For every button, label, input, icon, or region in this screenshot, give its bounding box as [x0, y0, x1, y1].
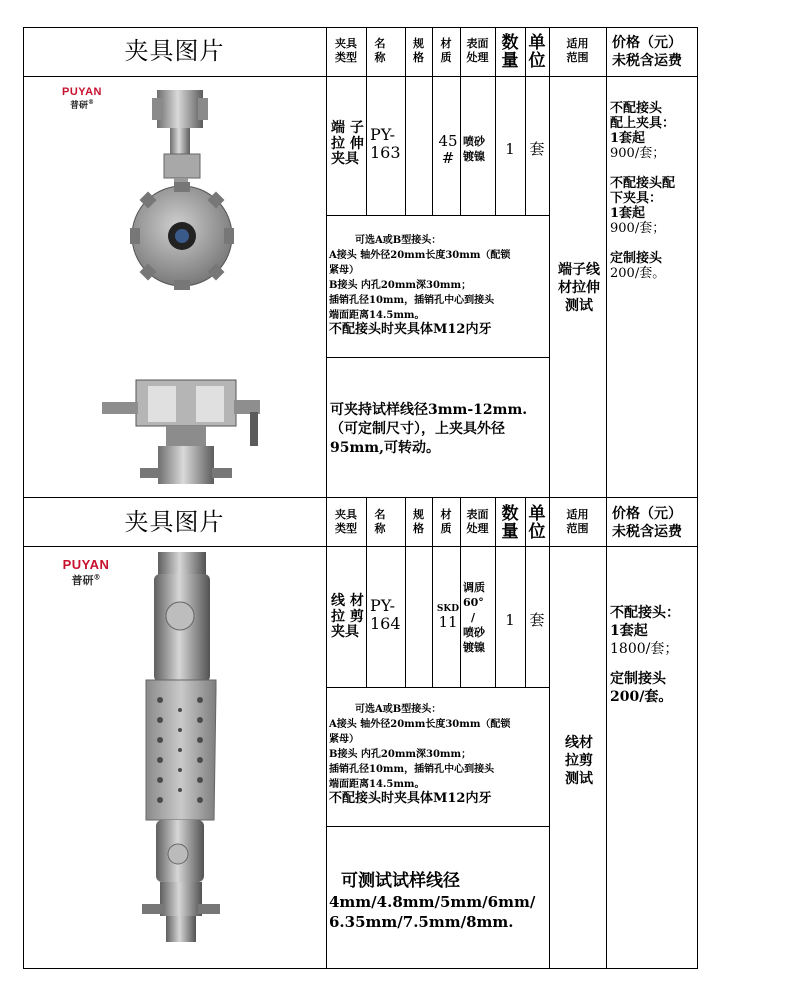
product1-type: 端 子 拉 伸 夹具	[331, 120, 364, 168]
product2-surface: 调质 60° / 喷砂 镀镍	[463, 581, 485, 654]
header-type-2: 夹具 类型	[335, 508, 357, 535]
header-price-2: 价格（元） 未税含运费	[612, 506, 682, 540]
fixture-py163-photo	[100, 84, 290, 489]
product1-description: 可夹持试样线径3mm-12mm. （可定制尺寸），上夹具外径 95mm,可转动。	[330, 402, 528, 456]
header-scope-2: 适用 范围	[566, 508, 589, 535]
product1-material: 45 #	[438, 132, 458, 167]
product2-qty: 1	[505, 611, 515, 629]
product2-material: SKD 11	[436, 604, 460, 632]
product1-surface: 喷砂 镀镍	[463, 135, 485, 163]
header-image-title-2: 夹具图片	[124, 508, 225, 536]
header-name: 名 称	[374, 37, 386, 64]
header-scope: 适用 范围	[566, 37, 589, 64]
product2-scope: 线材 拉剪 测试	[565, 735, 593, 787]
product1-scope: 端子线 材拉伸 测试	[558, 262, 600, 314]
header-type: 夹具 类型	[335, 37, 357, 64]
header-name-2: 名 称	[374, 508, 386, 535]
header-price: 价格（元） 未税含运费	[612, 35, 682, 69]
product2-unit: 套	[529, 611, 545, 629]
product2-name: PY- 164	[370, 596, 401, 633]
product2-joint-notes: 可选A或B型接头： A接头 轴外径20mm长度30mm（配锁 紧母） B接头 内孔20mm深30mm； 插销孔径10mm，插销孔中心到接头 端面距离14.5mm。 不配接头时夹具体M12内牙	[329, 704, 511, 806]
product1-qty: 1	[505, 140, 515, 158]
header-unit-2: 单 位	[528, 504, 546, 542]
header-surface-2: 表面 处理	[466, 508, 489, 535]
header-spec: 规 格	[413, 37, 424, 64]
product1-name: PY- 163	[370, 125, 401, 162]
product1-unit: 套	[529, 140, 545, 158]
header-surface: 表面 处理	[466, 37, 489, 64]
puyan-logo-2: PUYAN 普研®	[62, 557, 110, 587]
header-spec-2: 规 格	[413, 508, 424, 535]
header-material: 材 质	[440, 37, 452, 64]
header-material-2: 材 质	[440, 508, 452, 535]
header-qty: 数 量	[501, 33, 519, 71]
product1-price: 不配接头 配上夹具： 1套起 900/套； 不配接头配 下夹具： 1套起 900/套； 定制接头 200/套。	[610, 101, 676, 281]
header-qty-2: 数 量	[501, 504, 519, 542]
product2-description: 可测试试样线径 4mm/4.8mm/5mm/6mm/ 6.35mm/7.5mm/8mm.	[329, 871, 536, 931]
puyan-logo: PUYAN 普研®	[62, 86, 102, 111]
product2-type: 线 材 拉 剪 夹具	[331, 593, 364, 641]
product1-joint-notes: 可选A或B型接头： A接头 轴外径20mm长度30mm（配锁 紧母） B接头 内孔20mm深30mm； 插销孔径10mm，插销孔中心到接头 端面距离14.5mm。 不配接头时夹具体M12内牙	[329, 235, 511, 337]
product2-price: 不配接头： 1套起 1800/套； 定制接头 200/套。	[610, 605, 680, 705]
header-image-title: 夹具图片	[124, 37, 225, 65]
fixture-py164-photo	[130, 552, 240, 944]
header-unit: 单 位	[528, 33, 546, 71]
